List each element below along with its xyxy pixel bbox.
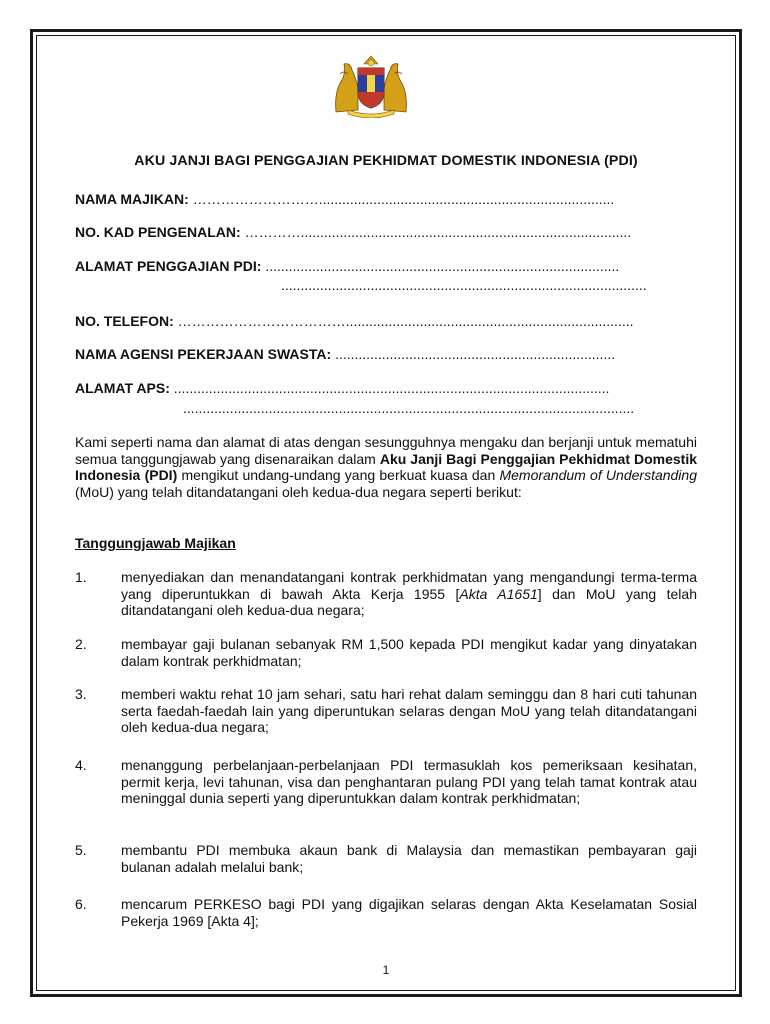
list-item-text: menanggung perbelanjaan-perbelanjaan PDI termasuklah kos pemeriksaan kesihatan, permit kerja, levi tahunan, visa dan penghantaran pulang PDI yang telah tamat kontrak atau meninggal dunia seperti yang diperuntukkan dalam kontrak perkhidmatan;	[121, 757, 697, 806]
list-item-number: 2.	[75, 636, 87, 652]
aps-address-continuation-line: ....................................................................................................................	[183, 400, 635, 416]
field-alamat-penggajian	[75, 258, 619, 274]
list-item-number: 4.	[75, 757, 87, 773]
field-label: NO. KAD PENGENALAN:	[75, 224, 241, 240]
address-continuation-line: ..............................................................................................	[281, 277, 647, 293]
field-dots: ................................................................................................................	[173, 380, 610, 396]
section-heading: Tanggungjawab Majikan	[75, 535, 236, 551]
list-item-italic: Akta A1651	[459, 585, 538, 602]
coat-of-arms-icon	[328, 52, 414, 118]
list-item-text	[121, 569, 697, 619]
list-item-number: 6.	[75, 896, 87, 912]
intro-text-3: (MoU) yang telah ditandatangani oleh kedua-dua negara seperti berikut:	[75, 483, 522, 500]
field-no-kad-pengenalan	[75, 224, 631, 240]
field-alamat-aps	[75, 380, 609, 396]
field-nama-majikan	[75, 191, 614, 207]
page-number: 1	[382, 963, 390, 977]
list-item-text: memberi waktu rehat 10 jam sehari, satu hari rehat dalam seminggu dan 8 hari cuti tahunan serta faedah-faedah lain yang diperuntukan selaras dengan MoU yang telah ditandatangani oleh kedua-dua negara;	[121, 686, 697, 735]
field-label: NAMA MAJIKAN:	[75, 191, 189, 207]
field-nama-agensi	[75, 346, 615, 362]
intro-bold-text: Aku Janji Bagi Penggajian Pekhidmat Domestik Indonesia (PDI)	[75, 450, 698, 483]
list-item-text: membayar gaji bulanan sebanyak RM 1,500 kepada PDI mengikut kadar yang dinyatakan dalam kontrak perkhidmatan;	[121, 636, 697, 669]
field-label: NAMA AGENSI PEKERJAAN SWASTA:	[75, 346, 332, 362]
field-dots: ………………………………..........................................................................	[177, 313, 634, 329]
list-item-number: 3.	[75, 686, 87, 702]
document-title: AKU JANJI BAGI PENGGAJIAN PEKHIDMAT DOMESTIK INDONESIA (PDI)	[134, 153, 638, 169]
list-item-number: 5.	[75, 842, 87, 858]
intro-paragraph	[75, 434, 697, 500]
field-dots: ………….....................................................................................	[244, 224, 632, 240]
field-label: ALAMAT APS:	[75, 380, 170, 396]
intro-text-1: Kami seperti nama dan alamat di atas dengan sesungguhnya mengaku dan berjanji untuk mematuhi semua tanggungjawab yang disenaraikan dalam	[75, 434, 697, 467]
intro-text-2: mengikut undang-undang yang berkuat kuasa dan	[177, 467, 500, 483]
list-item-text: membantu PDI membuka akaun bank di Malaysia dan memastikan pembayaran gaji bulanan adalah melalui bank;	[121, 842, 697, 875]
field-dots: ...........................................................................................	[265, 258, 620, 274]
field-no-telefon	[75, 313, 634, 329]
field-label: ALAMAT PENGGAJIAN PDI:	[75, 258, 262, 274]
field-label: NO. TELEFON:	[75, 313, 174, 329]
list-item-text-b: ] dan MoU yang telah ditandatangani oleh kedua-dua negara;	[121, 585, 697, 618]
list-item-text: mencarum PERKESO bagi PDI yang digajikan selaras dengan Akta Keselamatan Sosial Pekerja 1969 [Akta 4];	[121, 896, 697, 929]
intro-italic-text: Memorandum of Understanding	[499, 467, 697, 483]
field-dots: ………………………............................................................................	[192, 191, 615, 207]
field-dots: ........................................................................	[335, 346, 616, 362]
list-item-number: 1.	[75, 569, 87, 585]
list-item-text-a: menyediakan dan menandatangani kontrak perkhidmatan yang mengandungi terma-terma yang diperuntukkan di bawah Akta Kerja 1955 [	[121, 569, 697, 602]
